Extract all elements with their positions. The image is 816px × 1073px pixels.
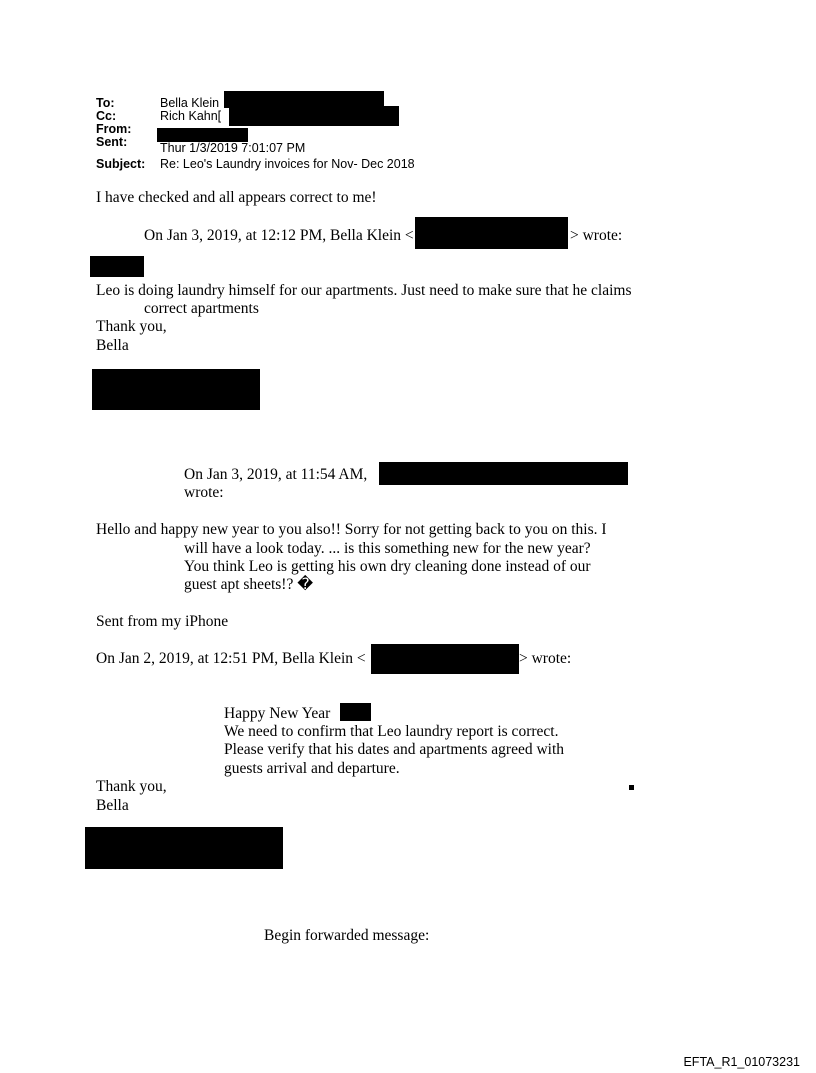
- quote1-signature: Bella: [96, 337, 129, 354]
- document-id: EFTA_R1_01073231: [683, 1055, 800, 1069]
- quote3-thanks: Thank you,: [96, 778, 167, 795]
- sent-label: Sent:: [96, 135, 128, 149]
- redaction-quote3-email: [371, 644, 519, 674]
- quote3-intro: On Jan 2, 2019, at 12:51 PM, Bella Klein <: [96, 650, 366, 667]
- redaction-quote1-salutation: [90, 256, 144, 277]
- quote3-line1: We need to confirm that Leo laundry report is correct.: [224, 723, 559, 740]
- redaction-quote3-name: [340, 703, 371, 721]
- redaction-quote3-signature-block: [85, 827, 283, 869]
- redaction-from: [157, 128, 248, 142]
- quote3-greeting: Happy New Year: [224, 705, 331, 722]
- quote2-wrote: wrote:: [184, 484, 224, 501]
- quote1-line2: correct apartments: [144, 300, 259, 317]
- subject-value: Re: Leo's Laundry invoices for Nov- Dec 2018: [160, 157, 415, 171]
- redaction-quote2-sender: [379, 462, 628, 485]
- to-label: To:: [96, 96, 115, 110]
- redaction-quote1-signature-block: [92, 369, 260, 410]
- quote2-line4: guest apt sheets!? �: [184, 576, 314, 593]
- quote3-line3: guests arrival and departure.: [224, 760, 400, 777]
- from-label: From:: [96, 122, 132, 136]
- quote1-line1: Leo is doing laundry himself for our apartments. Just need to make sure that he claims: [96, 282, 632, 299]
- quote2-sent-from: Sent from my iPhone: [96, 613, 229, 630]
- cc-label: Cc:: [96, 109, 117, 123]
- quote2-intro: On Jan 3, 2019, at 11:54 AM,: [184, 466, 368, 483]
- quote2-line2: will have a look today. ... is this something new for the new year?: [184, 540, 591, 557]
- quote1-thanks: Thank you,: [96, 318, 167, 335]
- to-value: Bella Klein: [160, 96, 220, 110]
- redaction-mark-small: [629, 785, 634, 790]
- quote3-signature: Bella: [96, 797, 129, 814]
- quote1-intro: On Jan 3, 2019, at 12:12 PM, Bella Klein <: [144, 227, 414, 244]
- sent-value: Thur 1/3/2019 7:01:07 PM: [160, 141, 306, 155]
- reply-body: I have checked and all appears correct to me!: [96, 189, 377, 206]
- quote2-line1: Hello and happy new year to you also!! Sorry for not getting back to you on this. I: [96, 521, 607, 538]
- quote3-wrote: > wrote:: [519, 650, 572, 667]
- forwarded-label: Begin forwarded message:: [264, 927, 430, 944]
- subject-label: Subject:: [96, 157, 146, 171]
- quote2-line3: You think Leo is getting his own dry cleaning done instead of our: [184, 558, 591, 575]
- redaction-quote1-email: [415, 217, 568, 249]
- quote1-wrote: > wrote:: [570, 227, 623, 244]
- redaction-cc: [229, 106, 399, 126]
- cc-value: Rich Kahn[: [160, 109, 222, 123]
- quote3-line2: Please verify that his dates and apartments agreed with: [224, 741, 565, 758]
